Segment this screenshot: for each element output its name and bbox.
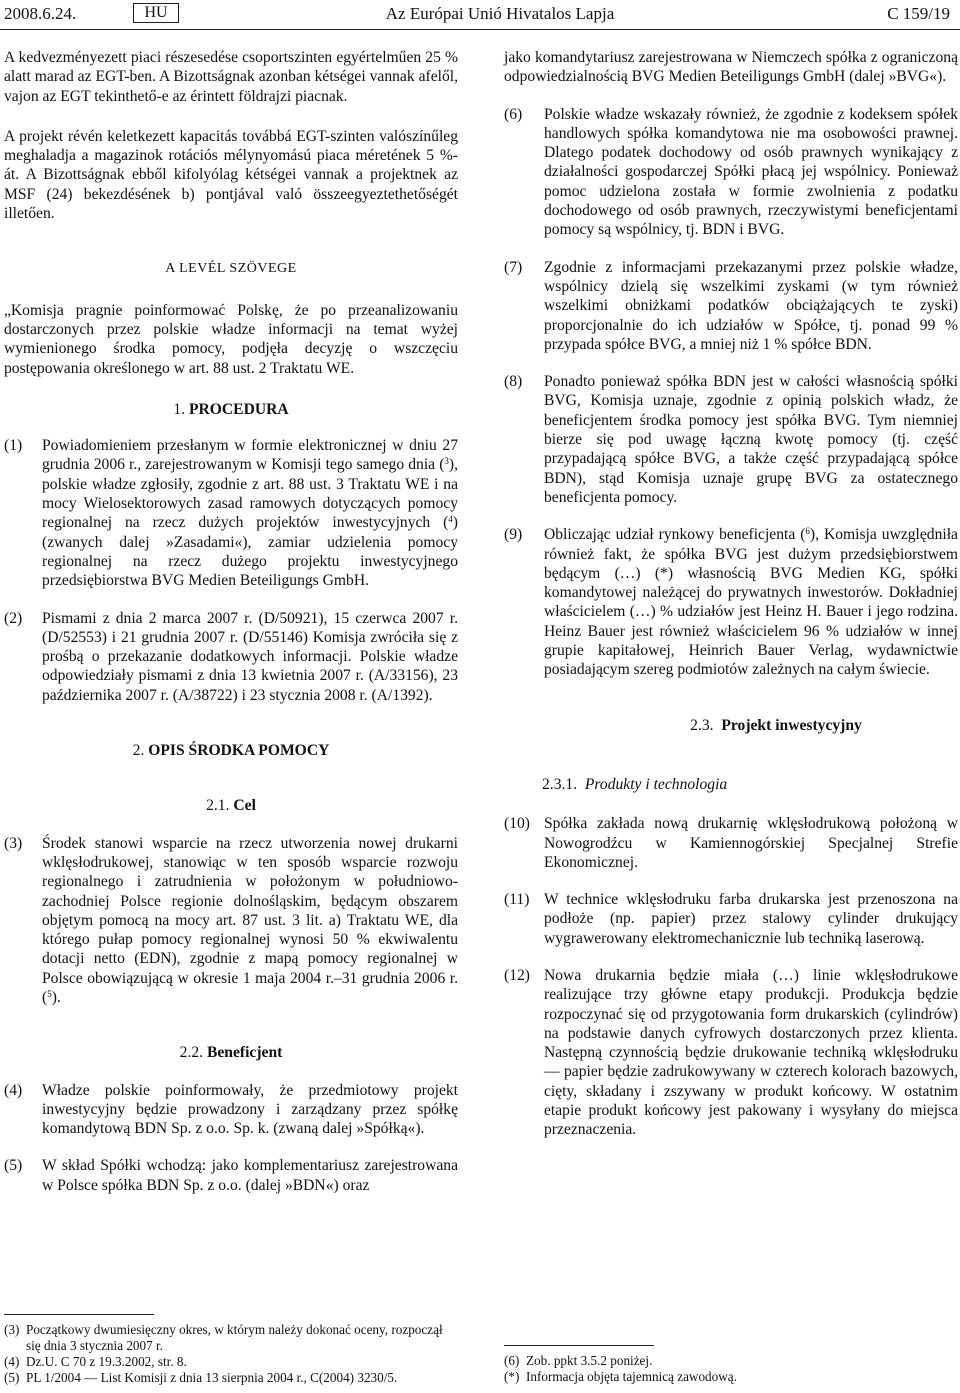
footnote-rule [4, 1314, 154, 1315]
subsection-heading: 2.1. Cel [206, 797, 256, 815]
item-text: Obliczając udział rynkowy beneficjenta ($^6$), Komisja uwzględniła również fakt, że spółka BVG jest dużym przedsiębiorstwem będącym (…) (*) własnością BVG Medien KG, spółki komandytowej należącej do prywatnych inwestorów. Dokładniej właścicielem (…) % udziałów jest Heinz H. Bauer i jego rodzina. Heinz Bauer jest również właścicielem 96 % udziałów w innej grupie kapitałowej, Heinrich Bauer Verlag, wydawnictwie posiadającym szereg podmiotów zależnych na całym świecie. [544, 526, 958, 679]
subsection-heading: 2.3. Projekt inwestycyjny [690, 716, 862, 734]
footnote: (6) Zob. ppkt 3.5.2 poniżej. [504, 1353, 653, 1368]
numbered-item [4, 1156, 458, 1195]
item-text: Nowa drukarnia będzie miała (…) linie wklęsłodrukowe realizujące trzy główne etapy produkcji. Produkcja będzie rozpoczynać się od przygotowania form drukarskich (cylindrów) na podstawie danych cyfrowych dostarczonych przez klienta. Następną czynnością będzie drukowanie techniką wklęsłodruku — papier będzie zadrukowywany w czterech kolorach bazowych, cięty, składany i zszywany w produkt końcowy. W ostatnim etapie produkt końcowy jest pakowany i wysyłany do miejsca przeznaczenia. [544, 966, 958, 1139]
header-rule [0, 29, 960, 30]
numbered-item [504, 258, 958, 354]
numbered-item [4, 1081, 458, 1139]
item-text: Środek stanowi wsparcie na rzecz utworzenia nowej drukarni wklęsłodrukowej, stanowiąc w ten sposób wsparcie rozwoju regionalnego i zatrudnienia w położonym w południowo-zachodniej Polsce regionie dolnośląskim, będącym obszarem objętym pomocą na mocy art. 87 ust. 3 lit. a) Traktatu WE, dla którego pułap pomocy regionalnej wynosi 50 % ekwiwalentu dotacji netto (EDN), zgodnie z mapą pomocy regionalnej w Polsce obowiązującą w okresie 1 maja 2004 r.–31 grudnia 2006 r. ($^5$). [42, 834, 458, 1006]
item-text: Ponadto ponieważ spółka BDN jest w całości własnością spółki BVG, Komisja uznaje, zgodnie z opinią polskich władz, że beneficjentem środka pomocy jest spółka BVG. Tym niemniej bierze się pod uwagę łączną kwotę pomocy (tj. część przypadającą spółce BVG, a także część przypadającą spółce BDN), stąd Komisja uznaje grupę BVG za ostatecznego beneficjenta pomocy. [544, 373, 958, 506]
numbered-item [504, 105, 958, 240]
item-number: (1) [4, 437, 23, 455]
item-number: (2) [4, 609, 23, 627]
paragraph: A kedvezményezett piaci részesedése csoportszinten egyértelműen 25 % alatt marad az EGT-ben. A Bizottságnak azonban kétségei vannak afelől, vajon az EGT tekinthető-e az érintett földrajzi piacnak. [4, 49, 458, 105]
section-heading: 1. PROCEDURA [173, 400, 289, 418]
item-text: Powiadomieniem przesłanym w formie elektronicznej w dniu 27 grudnia 2006 r., zarejestrowanym w Komisji tego samego dnia ($^3$), polskie władze zgłosiły, zgodnie z art. 88 ust. 3 Traktatu WE i na mocy Wielosektorowych zasad ramowych dotyczących pomocy regionalnej na rzecz dużych projektów inwestycyjnych ($^4$) (zwanych dalej »Zasadami«), zamiar udzielenia pomocy regionalnej na rzecz dużego projektu inwestycyjnego przedsiębiorstwa BVG Medien Beteiligungs GmbH. [42, 437, 458, 590]
item-text: Spółka zakłada nową drukarnię wklęsłodrukową położoną w Nowogrodźcu w Kamiennogórskiej Specjalnej Strefie Ekonomicznej. [544, 815, 958, 871]
letter-heading: A LEVÉL SZÖVEGE [165, 261, 297, 277]
item-number: (10) [504, 815, 530, 833]
footnote: (3) Początkowy dwumiesięczny okres, w którym należy dokonać oceny, rozpoczął się dnia 3 stycznia 2007 r. [4, 1322, 443, 1353]
item-text: W technice wklęsłodruku farba drukarska jest przenoszona na podłoże (np. papier) przez stalowy cylinder drukujący wygrawerowany elektromechanicznie lub techniką laserową. [544, 891, 958, 947]
subsubsection-heading: 2.3.1. Produkty i technologia [542, 775, 728, 793]
item-number: (8) [504, 373, 523, 391]
subsection-heading: 2.2. Beneficjent [179, 1044, 283, 1062]
item-text: Polskie władze wskazały również, że zgodnie z kodeksem spółek handlowych spółka komandytowa nie ma osobowości prawnej. Dlatego podatek dochodowy od osób prawnych wynikający z działalności gospodarczej Spółki płacą jej wspólnicy. Ponieważ pomoc udzielona została w formie zwolnienia z podatku dochodowego od osób prawnych, rzeczywistymi beneficjentami pomocy są wspólnicy, tj. BDN i BVG. [544, 105, 958, 239]
footnote: (4) Dz.U. C 70 z 19.3.2002, str. 8. [4, 1354, 187, 1369]
item-text: Władze polskie poinformowały, że przedmiotowy projekt inwestycyjny będzie prowadzony i zarządzany przez spółkę komandytową BDN Sp. z o.o. Sp. k. (zwaną dalej »Spółką«). [42, 1081, 458, 1138]
paragraph: „Komisja pragnie poinformować Polskę, że po przeanalizowaniu dostarczonych przez polskie władze informacji na temat wyżej wymienionego środka pomocy, podjęła decyzję o wszczęciu postępowania określonego w art. 88 ust. 2 Traktatu WE. [4, 301, 458, 377]
language-badge: HU [133, 3, 179, 23]
footnote: (*) Informacja objęta tajemnicą zawodową. [504, 1369, 737, 1384]
numbered-item [504, 966, 958, 1140]
page-number: C 159/19 [887, 4, 950, 23]
item-number: (12) [504, 966, 530, 984]
paragraph: jako komandytariusz zarejestrowana w Niemczech spółka z ograniczoną odpowiedzialnością BVG Medien Beteiligungs GmbH (dalej »BVG«). [504, 49, 958, 86]
item-text: Zgodnie z informacjami przekazanymi przez polskie władze, wspólnicy dzielą się wszelkimi zyskami (w tym również wszelkimi obniżkami podatków obciążających te zyski) proporcjonalnie do ich udziałów w Spółce, tj. ponad 99 % przypada spółce BVG, a mniej niż 1 % spółce BDN. [544, 258, 958, 353]
footnote-rule [504, 1345, 654, 1346]
item-text: Pismami z dnia 2 marca 2007 r. (D/50921), 15 czerwca 2007 r. (D/52553) i 21 grudnia 2007 r. (D/55146) Komisja zwróciła się z prośbą o przekazanie dodatkowych informacji. Polskie władze odpowiedziały pismami z dnia 13 kwietnia 2007 r. (A/33156), 23 października 2007 r. (A/38722) i 23 stycznia 2008 r. (A/1392). [42, 609, 458, 704]
numbered-item [4, 436, 458, 590]
numbered-item [504, 814, 958, 872]
item-number: (6) [504, 105, 523, 123]
item-text: W skład Spółki wchodzą: jako komplementariusz zarejestrowana w Polsce spółka BDN Sp. z o.o. (dalej »BDN«) oraz [42, 1157, 458, 1194]
numbered-item [4, 834, 458, 1008]
footnotes-left [4, 1322, 458, 1386]
numbered-item [4, 609, 458, 705]
item-number: (9) [504, 526, 523, 544]
item-number: (5) [4, 1157, 23, 1175]
item-number: (4) [4, 1081, 23, 1099]
footnote: (5) PL 1/2004 — List Komisji z dnia 13 sierpnia 2004 r., C(2004) 3230/5. [4, 1370, 398, 1385]
paragraph: A projekt révén keletkezett kapacitás továbbá EGT-szinten valószínűleg meghaladja a magazinok rotációs mélynyomású piaca méretének 5 %-át. A Bizottságnak ebből kifolyólag kétségei vannak a projektnek az MSF (24) bekezdésének b) pontjával való összeegyeztethetőségét illetően. [4, 127, 458, 223]
page-header [0, 0, 960, 30]
journal-title: Az Európai Unió Hivatalos Lapja [385, 4, 615, 23]
numbered-item [504, 372, 958, 507]
item-number: (7) [504, 258, 523, 276]
item-number: (3) [4, 834, 23, 852]
section-heading: 2. OPIS ŚRODKA POMOCY [132, 742, 330, 760]
numbered-item [504, 525, 958, 679]
footnotes-right [504, 1353, 958, 1385]
item-number: (11) [504, 891, 530, 909]
right-column [504, 48, 958, 1140]
numbered-item [504, 890, 958, 948]
publication-date: 2008.6.24. [4, 4, 77, 23]
left-column [4, 48, 458, 1195]
